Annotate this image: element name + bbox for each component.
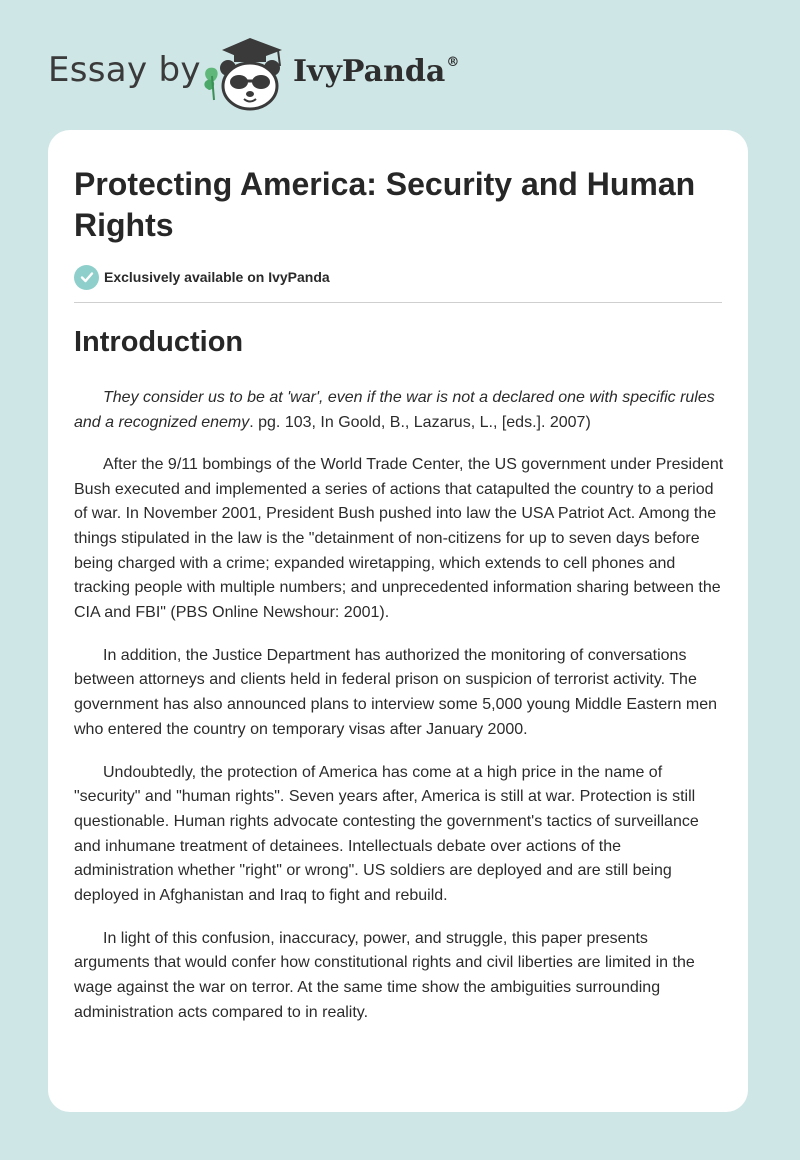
exclusive-badge [74, 264, 330, 290]
brand-label: IvyPanda [293, 54, 446, 89]
badge-label: Exclusively available on IvyPanda [104, 269, 330, 285]
quote-citation: . pg. 103, In Goold, B., Lazarus, L., [eds.]. 2007) [249, 413, 591, 431]
paragraph: In light of this confusion, inaccuracy, power, and struggle, this paper presents arguments that would confer how constitutional rights and civil liberties are limited in the wage against the war on terror. At the same time show the ambiguities surrounding administration acts compared to in reality. [74, 929, 695, 1021]
paragraph: After the 9/11 bombings of the World Trade Center, the US government under President Bush executed and implemented a series of actions that catapulted the country to a period of war. In November 2001, President Bush pushed into law the USA Patriot Act. Among the things stipulated in the law is the "detainment of non-citizens for up to seven days before being charged with a crime; expanded wiretapping, which extends to cell phones and tracking people with multiple numbers; and unprecedented information sharing between the CIA and FBI" (PBS Online Newshour: 2001). [74, 456, 724, 621]
site-header [48, 36, 648, 112]
divider [74, 302, 722, 303]
article-card [48, 130, 748, 1112]
page-title: Protecting America: Security and Human Rights [74, 166, 696, 243]
quote-text: They consider us to be at 'war', even if the war is not a declared one with specific rules and a recognized enemy [74, 389, 715, 431]
article-body [74, 386, 724, 1044]
panda-logo-icon[interactable] [200, 36, 292, 112]
brand-name[interactable] [293, 54, 459, 89]
trademark-symbol: ® [446, 55, 460, 70]
paragraph: In addition, the Justice Department has authorized the monitoring of conversations between attorneys and clients held in federal prison on suspicion of terrorist activity. The government has also announced plans to interview some 5,000 young Middle Eastern men who entered the country on temporary visas after January 2000. [74, 646, 718, 738]
epigraph-quote [74, 386, 724, 435]
section-heading: Introduction [74, 326, 244, 358]
essay-by-label: Essay by [48, 50, 201, 90]
check-circle-icon [74, 265, 99, 290]
paragraph: Undoubtedly, the protection of America has come at a high price in the name of "security" and "human rights". Seven years after, America is still at war. Protection is still questionable. Human rights advocate contesting the government's tactics of surveillance and inhumane treatment of detainees. Intellectuals debate over actions of the administration whether "right" or wrong". US soldiers are deployed and are still being deployed in Afghanistan and Iraq to fight and rebuild. [74, 763, 699, 904]
